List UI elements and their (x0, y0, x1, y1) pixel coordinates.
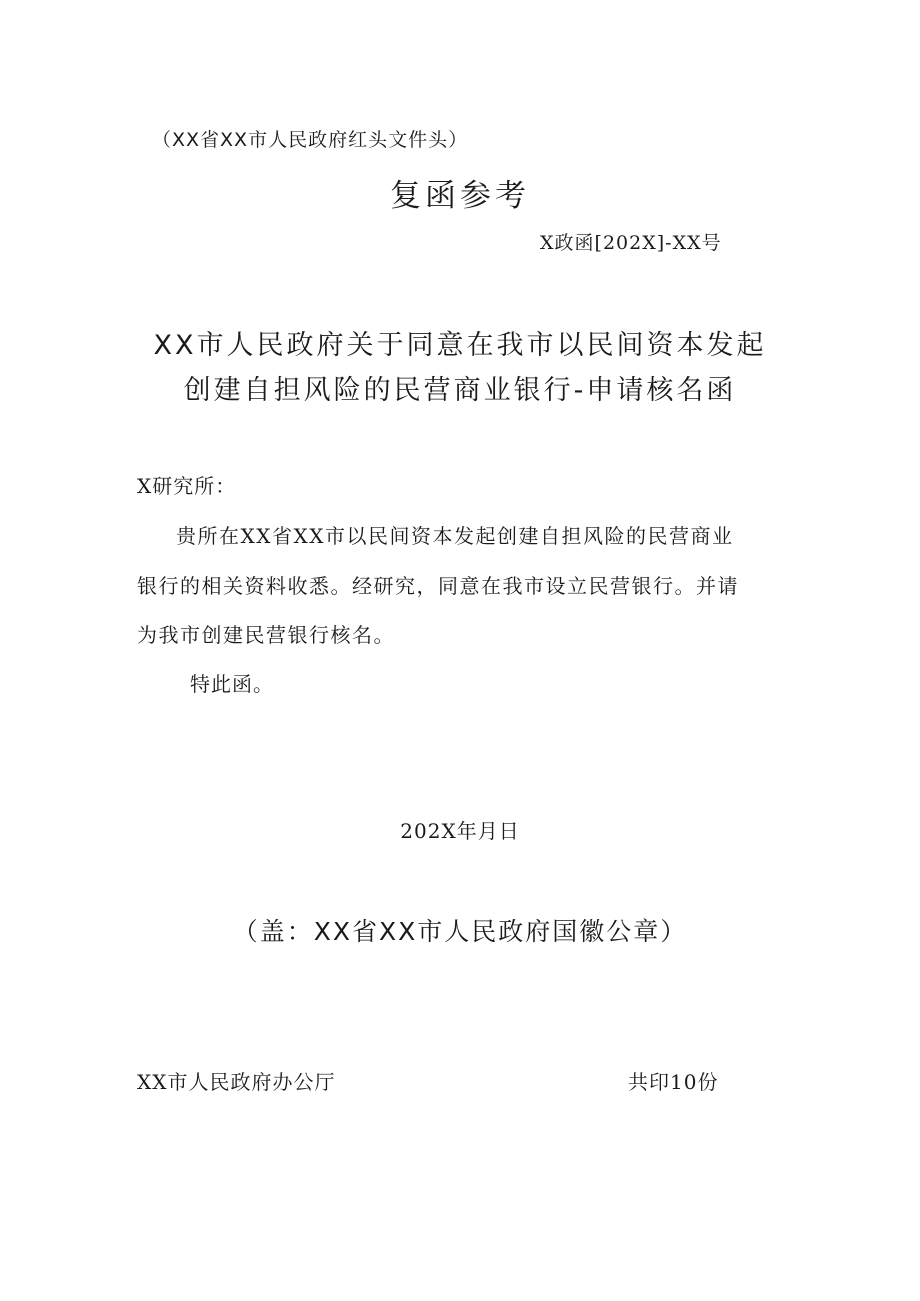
document-title-line-1: XX市人民政府关于同意在我市以民间资本发起 (153, 330, 767, 361)
body-text-line-1: 贵所在XX省XX市以民间资本发起创建自担风险的民营商业 (176, 524, 734, 548)
document-title-line-2: 创建自担风险的民营商业银行-申请核名函 (183, 375, 737, 406)
seal-note: （盖：XX省XX市人民政府国徽公章） (232, 917, 688, 946)
recipient: X研究所： (137, 474, 237, 498)
letterhead-note: （XX省XX市人民政府红头文件头） (152, 129, 469, 151)
copies-count: 共印10份 (628, 1070, 719, 1094)
body-text-line-3: 为我市创建民营银行核名。 (137, 623, 395, 647)
document-date: 202X年月日 (400, 819, 520, 843)
closing-phrase: 特此函。 (190, 672, 274, 696)
document-number: X政函[202X]-XX号 (540, 232, 722, 254)
document-type-heading: 复函参考 (390, 178, 530, 214)
body-text-line-2: 银行的相关资料收悉。经研究，同意在我市设立民营银行。并请 (137, 574, 739, 598)
issuing-office: XX市人民政府办公厅 (137, 1070, 336, 1094)
